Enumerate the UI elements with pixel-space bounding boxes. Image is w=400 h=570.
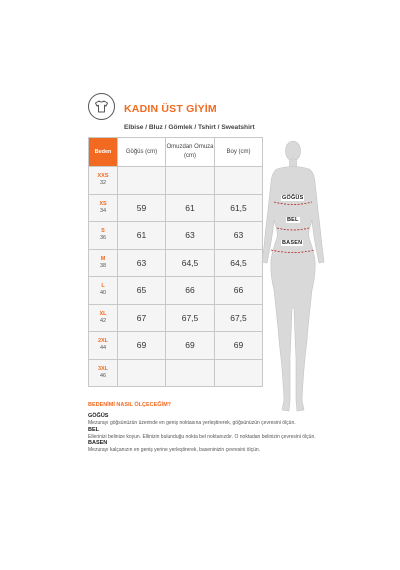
shoulder-value-cell: 69 [166, 332, 215, 360]
length-value-cell: 67,5 [215, 304, 263, 332]
size-label: XXS [97, 173, 109, 180]
length-value-cell: 66 [215, 277, 263, 305]
size-cell [89, 222, 118, 250]
size-number: 40 [99, 290, 107, 297]
chest-value-cell: 63 [118, 249, 166, 277]
hips-instruction-title: BASEN [88, 440, 108, 446]
size-cell [89, 194, 118, 222]
table-row [89, 332, 263, 360]
size-number: 32 [99, 180, 107, 187]
how-to-measure-heading: BEDENİMİ NASIL ÖLÇECEĞİM? [88, 402, 172, 408]
size-label: XS [99, 200, 107, 207]
body-silhouette [256, 138, 330, 419]
length-value-cell: 64,5 [215, 249, 263, 277]
size-number: 38 [99, 262, 107, 269]
how-to-measure [88, 402, 318, 454]
length-value-cell: 63 [215, 222, 263, 250]
size-label: 3XL [97, 365, 109, 372]
chest-value-cell [118, 167, 166, 195]
table-row [89, 167, 263, 195]
shoulder-value-cell [166, 167, 215, 195]
size-cell [89, 332, 118, 360]
size-number: 42 [99, 317, 107, 324]
table-row [89, 194, 263, 222]
size-label: L [101, 283, 105, 290]
shoulder-column-header: Omuzdan Omuza (cm) [166, 138, 215, 167]
chest-value-cell: 65 [118, 277, 166, 305]
size-label: XL [99, 310, 107, 317]
size-number: 36 [99, 235, 107, 242]
size-label: 2XL [97, 338, 109, 345]
length-value-cell: 61,5 [215, 194, 263, 222]
page-title: KADIN ÜST GİYİM [124, 103, 217, 115]
size-cell [89, 359, 118, 387]
size-cell [89, 167, 118, 195]
size-cell [89, 277, 118, 305]
table-row [89, 304, 263, 332]
shoulder-value-cell: 63 [166, 222, 215, 250]
chest-value-cell: 59 [118, 194, 166, 222]
table-header-row [89, 138, 263, 167]
size-cell [89, 304, 118, 332]
length-value-cell: 69 [215, 332, 263, 360]
chest-value-cell: 61 [118, 222, 166, 250]
shoulder-value-cell: 64,5 [166, 249, 215, 277]
size-table [88, 137, 263, 387]
table-row [89, 249, 263, 277]
tshirt-icon [88, 93, 115, 120]
hips-instruction-text: Mezurayı kalçanızın en geniş yerine yerleştirerek, baseninizin çevresini ölçün. [88, 447, 261, 453]
size-table-body [89, 167, 263, 387]
page-subtitle: Elbise / Bluz / Gömlek / Tshirt / Sweatshirt [124, 124, 255, 131]
chest-value-cell [118, 359, 166, 387]
length-column-header: Boy (cm) [215, 138, 263, 167]
size-label: M [100, 255, 106, 262]
table-row [89, 277, 263, 305]
size-number: 34 [99, 207, 107, 214]
chest-label: GÖĞÜS [282, 195, 304, 201]
shoulder-value-cell: 67,5 [166, 304, 215, 332]
shoulder-value-cell: 61 [166, 194, 215, 222]
size-cell [89, 249, 118, 277]
chest-value-cell: 67 [118, 304, 166, 332]
chest-value-cell: 69 [118, 332, 166, 360]
waist-instruction-text: Ellerinizi belinize koyun. Ellinizin bulunduğu nokta bel noktanızdır. O noktadan belinizin çevresini ölçün. [88, 433, 316, 440]
chest-instruction-text: Mezurayı göğsünüzün üzerinde en geniş noktasına yerleştirerek, göğsünüzün çevresini ölçün. [88, 420, 296, 426]
size-label: S [101, 228, 105, 235]
size-column-header: Beden [89, 138, 118, 167]
table-row [89, 222, 263, 250]
waist-instruction-title: BEL [88, 426, 99, 433]
size-number: 46 [99, 372, 107, 379]
size-number: 44 [99, 345, 107, 352]
chest-column-header: Göğüs (cm) [118, 138, 166, 167]
table-row [89, 359, 263, 387]
shoulder-value-cell [166, 359, 215, 387]
hips-label: BASEN [282, 240, 303, 246]
chest-instruction-title: GÖĞÜS [88, 413, 109, 419]
shoulder-value-cell: 66 [166, 277, 215, 305]
waist-label: BEL [287, 217, 299, 223]
